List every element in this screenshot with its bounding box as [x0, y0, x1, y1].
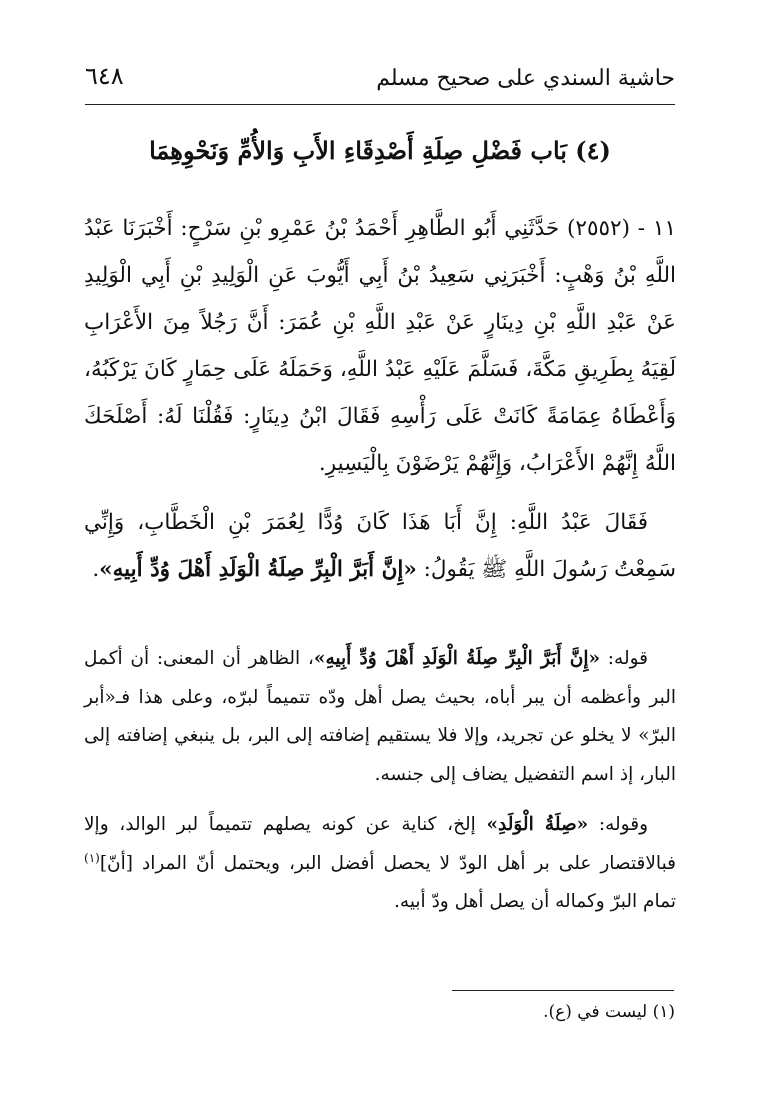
chapter-title: (٤) بَاب فَضْلِ صِلَةِ أَصْدِقَاءِ الأَبِ وَالأُمِّ وَنَحْوِهِمَا: [149, 136, 611, 165]
commentary-p2-end: تمام البرّ وكماله أن يصل أهل ودّ أبيه.: [394, 891, 676, 912]
commentary-paragraph-1: [84, 640, 676, 794]
hadith-p2-start: فَقَالَ عَبْدُ اللَّهِ: إِنَّ أَبَا هَذَا كَانَ وُدًّا لِعُمَرَ بْنِ الْخَطَّابِ، وَإِنِّي سَمِعْتُ رَسُولَ اللَّهِ ﷺ يَقُولُ:: [84, 510, 676, 582]
hadith-quote: «إِنَّ أَبَرَّ الْبِرِّ صِلَةُ الْوَلَدِ أَهْلَ وُدِّ أَبِيهِ»: [99, 557, 417, 582]
hadith-p2-end: .: [92, 557, 100, 582]
running-title: حاشية السندي على صحيح مسلم: [376, 66, 675, 91]
commentary-p2-lead: وقوله:: [588, 814, 648, 835]
header-rule: [85, 104, 675, 105]
page-number: ٦٤٨: [85, 62, 124, 90]
commentary-p1-lead: قوله:: [600, 648, 648, 669]
commentary-p2-quote: «صِلَةُ الْوَلَدِ»: [486, 814, 589, 835]
commentary-p2-mid: إلخ، كناية عن كونه يصلهم تتميماً لبر الوالد، وإلا فبالاقتصار على بر أهل الودّ لا يحصل أفضل البر، ويحتمل أنّ المراد [أنّ]: [84, 814, 676, 874]
hadith-paragraph-2: [84, 499, 676, 593]
footnote-reference[interactable]: (١): [84, 850, 100, 865]
commentary-p1-rest: ، الظاهر أن المعنى: أن أكمل البر وأعظمه أن يبر أباه، بحيث يصل أهل ودّه تتميماً لبرّه، وعلى هذا فـ«أبر البرّ» لا يخلو عن تجريد، وإلا فلا يستقيم إضافته إلى البر، بل ينبغي إضافته إلى البار، إذ اسم التفضيل يضاف إلى جنسه.: [84, 648, 676, 785]
footnote: (١) ليست في (ع).: [543, 1002, 675, 1022]
commentary-p1-quote: «إِنَّ أَبَرَّ الْبِرِّ صِلَةُ الْوَلَدِ أَهْلَ وُدِّ أَبِيهِ»: [313, 648, 601, 669]
footnote-rule: [452, 990, 674, 991]
commentary-text: [84, 640, 676, 922]
hadith-paragraph: ١١ - (٢٥٥٢) حَدَّثَنِي أَبُو الطَّاهِرِ أَحْمَدُ بْنُ عَمْرِو بْنِ سَرْحٍ: أَخْبَرَنَا عَبْدُ اللَّهِ بْنُ وَهْبٍ: أَخْبَرَنِي سَعِيدُ بْنُ أَبِي أَيُّوبَ عَنِ الْوَلِيدِ بْنِ أَبِي الْوَلِيدِ عَنْ عَبْدِ اللَّهِ بْنِ دِينَارٍ عَنْ عَبْدِ اللَّهِ بْنِ عُمَرَ: أَنَّ رَجُلاً مِنَ الأَعْرَابِ لَقِيَهُ بِطَرِيقِ مَكَّةَ، فَسَلَّمَ عَلَيْهِ عَبْدُ اللَّهِ، وَحَمَلَهُ عَلَى حِمَارٍ كَانَ يَرْكَبُهُ، وَأَعْطَاهُ عِمَامَةً كَانَتْ عَلَى رَأْسِهِ فَقَالَ ابْنُ دِينَارٍ: فَقُلْنَا لَهُ: أَصْلَحَكَ اللَّهُ إِنَّهُمْ الأَعْرَابُ، وَإِنَّهُمْ يَرْضَوْنَ بِالْيَسِيرِ.: [84, 216, 676, 476]
hadith-text: [84, 205, 676, 593]
commentary-paragraph-2: [84, 806, 676, 922]
running-header: [85, 62, 675, 102]
